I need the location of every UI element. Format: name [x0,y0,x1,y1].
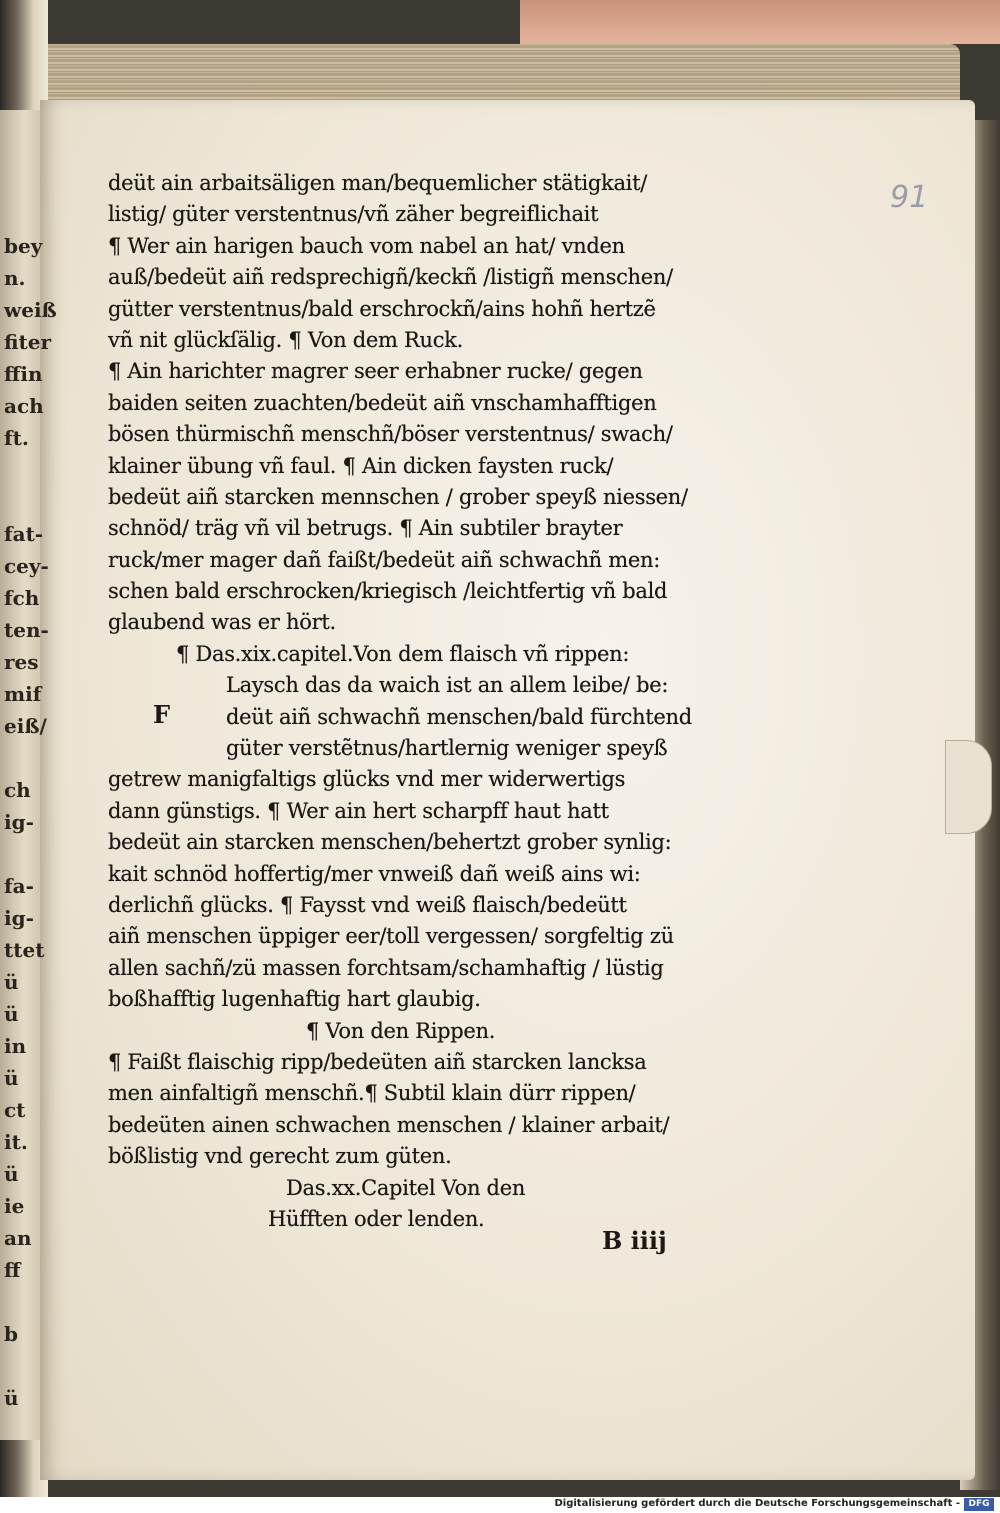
folio-number: 91 [890,180,929,215]
text-line: Laysch das da waich ist an allem leibe/ be: [226,673,669,698]
text-line: schnöd/ träg vñ vil betrugs. ¶ Ain subtiler brayter [108,516,623,541]
signature-mark: B iiij [602,1226,667,1255]
left-page-fragment [0,110,57,1440]
text-line: baiden seiten zuachten/bedeüt aiñ vnschamhafftigen [108,390,657,415]
page-text [108,168,788,1235]
chapter-heading: Hüfften oder lenden. [268,1206,485,1231]
text-line: güter verstẽtnus/hartlernig weniger speyß [226,736,668,761]
footer-bar [0,1497,1000,1513]
text-line: ¶ Wer ain harigen bauch vom nabel an hat/ vnden [108,233,625,258]
text-line: schen bald erschrocken/kriegisch /leichtfertig vñ bald [108,579,668,604]
dfg-logo: DFG [964,1498,994,1511]
page-clip [945,740,992,834]
text-line: bösen thürmischñ menschñ/böser verstentnus/ swach/ [108,422,673,447]
text-line: deüt aiñ schwachñ menschen/bald fürchtend [226,704,692,729]
text-line: dann günstigs. ¶ Wer ain hert scharpff haut hatt [108,798,609,823]
text-line: klainer übung vñ faul. ¶ Ain dicken faysten ruck/ [108,453,614,478]
text-line: bedeüten ainen schwachen menschen / klainer arbait/ [108,1112,670,1137]
text-line: getrew manigfaltigs glücks vnd mer widerwertigs [108,767,626,792]
chapter-heading: Das.xx.Capitel Von den [286,1175,526,1200]
left-page-text: bey n. weiß fiter ffin ach ft. fat- cey- fch ten- res mif eiß/ ch ig- fa- ig- ttet ü ü in ü ct it. ü ie an ff b ü [4,234,57,1410]
text-line: auß/bedeüt aiñ redsprechigñ/keckñ /listigñ menschen/ [108,265,673,290]
text-line: men ainfaltigñ menschñ.¶ Subtil klain dürr rippen/ [108,1081,636,1106]
text-line: aiñ menschen üppiger eer/toll vergessen/ sorgfeltig zü [108,924,674,949]
text-line: kait schnöd hoffertig/mer vnweiß dañ weiß ains wi: [108,861,641,886]
text-line: vñ nit glückſälig. ¶ Von dem Ruck. [108,327,463,352]
text-line: allen sachñ/zü massen forchtsam/schamhaftig / lüstig [108,955,664,980]
chapter-heading: ¶ Das.xix.capitel.Von dem flaisch vñ rippen: [176,641,630,666]
text-line: derlichñ glücks. ¶ Faysst vnd weiß flaisch/bedeütt [108,892,627,917]
text-line: glaubend was er hört. [108,610,336,635]
text-line: boßhafftig lugenhaftig hart glaubig. [108,987,481,1012]
initial-letter: F [153,700,171,729]
text-line: ¶ Faißt flaischig ripp/bedeüten aiñ starcken lancksa [108,1049,647,1074]
text-line: listig/ güter verstentnus/vñ zäher begreiflichait [108,202,599,227]
text-line: ¶ Ain harichter magrer seer erhabner rucke/ gegen [108,359,643,384]
section-heading: ¶ Von den Rippen. [306,1018,496,1043]
text-line: gütter verstentnus/bald erschrockñ/ains hohñ hertzẽ [108,296,656,321]
text-line: bedeüt aiñ starcken mennschen / grober speyß niessen/ [108,484,688,509]
footer-credit: Digitalisierung gefördert durch die Deutsche Forschungsgemeinschaft - [554,1498,960,1509]
background-edge [520,0,1000,44]
text-line: deüt ain arbaitsäligen man/bequemlicher stätigkait/ [108,171,648,195]
text-line: bößlistig vnd gerecht zum güten. [108,1144,452,1169]
text-line: bedeüt ain starcken menschen/behertzt grober synlig: [108,830,672,855]
text-line: ruck/mer mager dañ faißt/bedeüt aiñ schwachñ men: [108,547,661,572]
